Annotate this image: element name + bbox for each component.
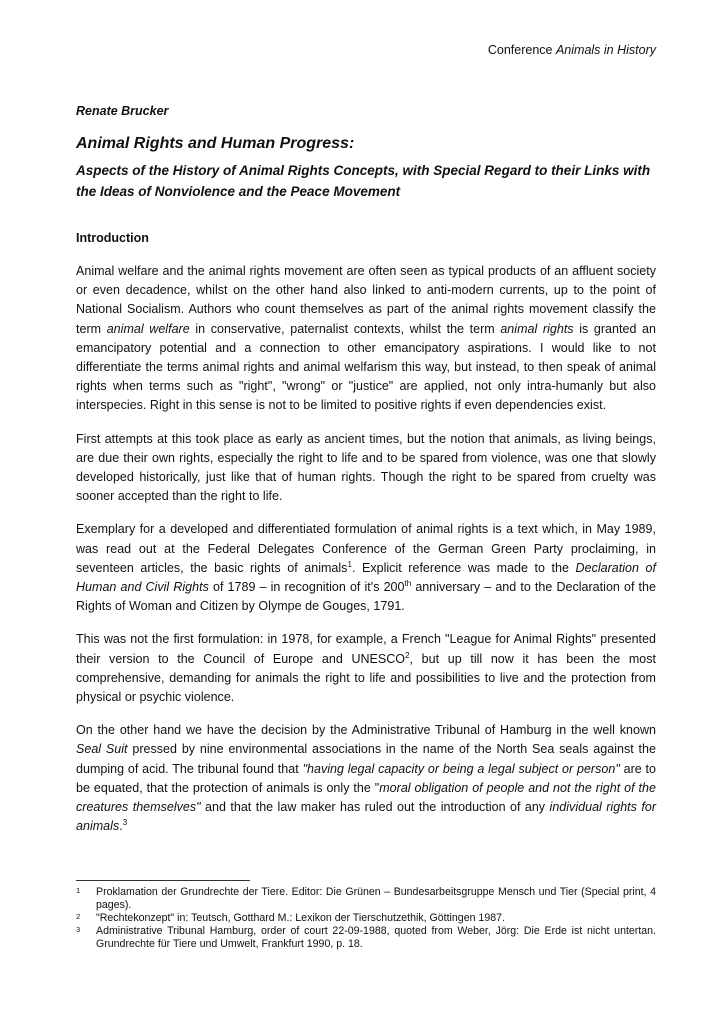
p5-text-c: pressed by nine environmental associations in the name of the North Sea seals against the dumping of acid. The tribunal found that: [76, 742, 656, 776]
header-conference-name: Animals in History: [555, 43, 656, 57]
p1-text-c: in conservative, paternalist contexts, whilst the term: [189, 321, 501, 336]
p3-text-b: . Explicit reference was made to the: [351, 560, 576, 575]
footnote-text: Proklamation der Grundrechte der Tiere. Editor: Die Grünen – Bundesarbeitsgruppe Mensch und Tier (Special print, 4 pages).: [96, 886, 656, 911]
paper-title: Animal Rights and Human Progress:: [76, 135, 355, 152]
p1-text-a: Animal welfare and the animal rights movement are often seen as typical products of an affluent society or even decadence, whilst on the other hand also linked to anti-modern currents, up to the point of National Socialism. Authors who count themselves as part of the animal rights movement classify the term: [76, 264, 656, 336]
paragraph-4: [76, 630, 656, 707]
footnote-number: 2: [76, 912, 81, 921]
p5-individual-rights: individual rights for animals: [76, 800, 657, 834]
p5-text-a: On the other hand we have the decision by the Administrative Tribunal of Hamburg in the well known: [76, 723, 656, 738]
footnote-ref-2: 2: [405, 650, 410, 660]
author-name: Renate Brucker: [76, 104, 169, 118]
footnote-text: "Rechtekonzept" in: Teutsch, Gotthard M.: Lexikon der Tierschutzethik, Göttingen 1987.: [96, 912, 505, 924]
p1-term-animal-welfare: animal welfare: [106, 321, 190, 336]
footnotes: [76, 886, 656, 951]
footnote-3: [76, 925, 656, 951]
p4-text-a: This was not the first formulation: in 1978, for example, a French "League for Animal Rights" presented their version to the Council of Europe and UNESCO: [76, 632, 656, 666]
footnote-2: [76, 912, 656, 925]
p3-declaration-title: Declaration of Human and Civil Rights: [76, 560, 657, 595]
p3-text-d: of 1789 – in recognition of it's 200: [208, 580, 405, 595]
p5-text-e: are to be equated, that the protection of animals is only the ": [76, 761, 657, 795]
paper-subtitle: Aspects of the History of Animal Rights Concepts, with Special Regard to their Links with the Ideas of Nonviolence and the Peace Movement: [76, 163, 651, 199]
footnote-number: 3: [76, 925, 81, 934]
paragraph-3: [76, 520, 656, 616]
p5-quote-moral-obligation: moral obligation of people and not the right of the creatures themselves": [76, 780, 656, 815]
paragraph-5: [76, 721, 656, 836]
p5-seal-suit: Seal Suit: [76, 742, 128, 757]
paragraph-1: [76, 262, 656, 416]
p1-text-e: is granted an emancipatory potential and a connection to other emancipatory aspirations. I would like to not differentiate the terms animal rights and animal welfarism this way, but instead, to then speak of animal rights when terms such as "right", "wrong" or "justice" are applied, not only intra-humanly but also interspecies. Right in this sense is not to be limited to positive rights if even dependencies exist.: [76, 321, 656, 413]
paragraph-2: First attempts at this took place as early as ancient times, but the notion that animals, as living beings, are due their own rights, especially the right to life and to be spared from violence, was one that slowly developed historically, just like that of human rights. Though the right to be spared from cruelty was sooner accepted than the right to life.: [76, 431, 656, 504]
p5-quote-legal-capacity: "having legal capacity or being a legal subject or person": [302, 761, 620, 776]
ordinal-suffix: th: [404, 578, 412, 588]
body-text: [76, 262, 656, 850]
footnote-text: Administrative Tribunal Hamburg, order of court 22-09-1988, quoted from Weber, Jörg: Die Erde ist nicht untertan. Grundrechte für Tiere und Umwelt, Frankfurt 1990, p. 18.: [96, 925, 656, 950]
p5-text-i: .: [119, 819, 123, 834]
header-prefix: Conference: [487, 43, 556, 57]
footnote-ref-1: 1: [347, 559, 352, 569]
p5-text-g: and that the law maker has ruled out the introduction of any: [200, 800, 550, 815]
p3-text-e: anniversary – and to the Declaration of the Rights of Woman and Citizen by Olympe de Gouges, 1791.: [76, 580, 656, 614]
p1-term-animal-rights: animal rights: [500, 321, 574, 336]
footnote-separator: [76, 880, 250, 881]
p3-text-a: Exemplary for a developed and differentiated formulation of animal rights is a text which, in May 1989, was read out at the Federal Delegates Conference of the German Green Party proclaiming, in seventeen articles, the basic rights of animals: [76, 522, 656, 575]
section-heading-introduction: Introduction: [76, 231, 149, 245]
footnote-1: [76, 886, 656, 912]
footnote-number: 1: [76, 886, 81, 895]
running-header: [488, 42, 656, 58]
p4-text-b: , but up till now it has been the most comprehensive, demanding for animals the right to life and possibilities to live and the protection from physical or psychic violence.: [76, 651, 656, 705]
footnote-ref-3: 3: [122, 818, 128, 828]
